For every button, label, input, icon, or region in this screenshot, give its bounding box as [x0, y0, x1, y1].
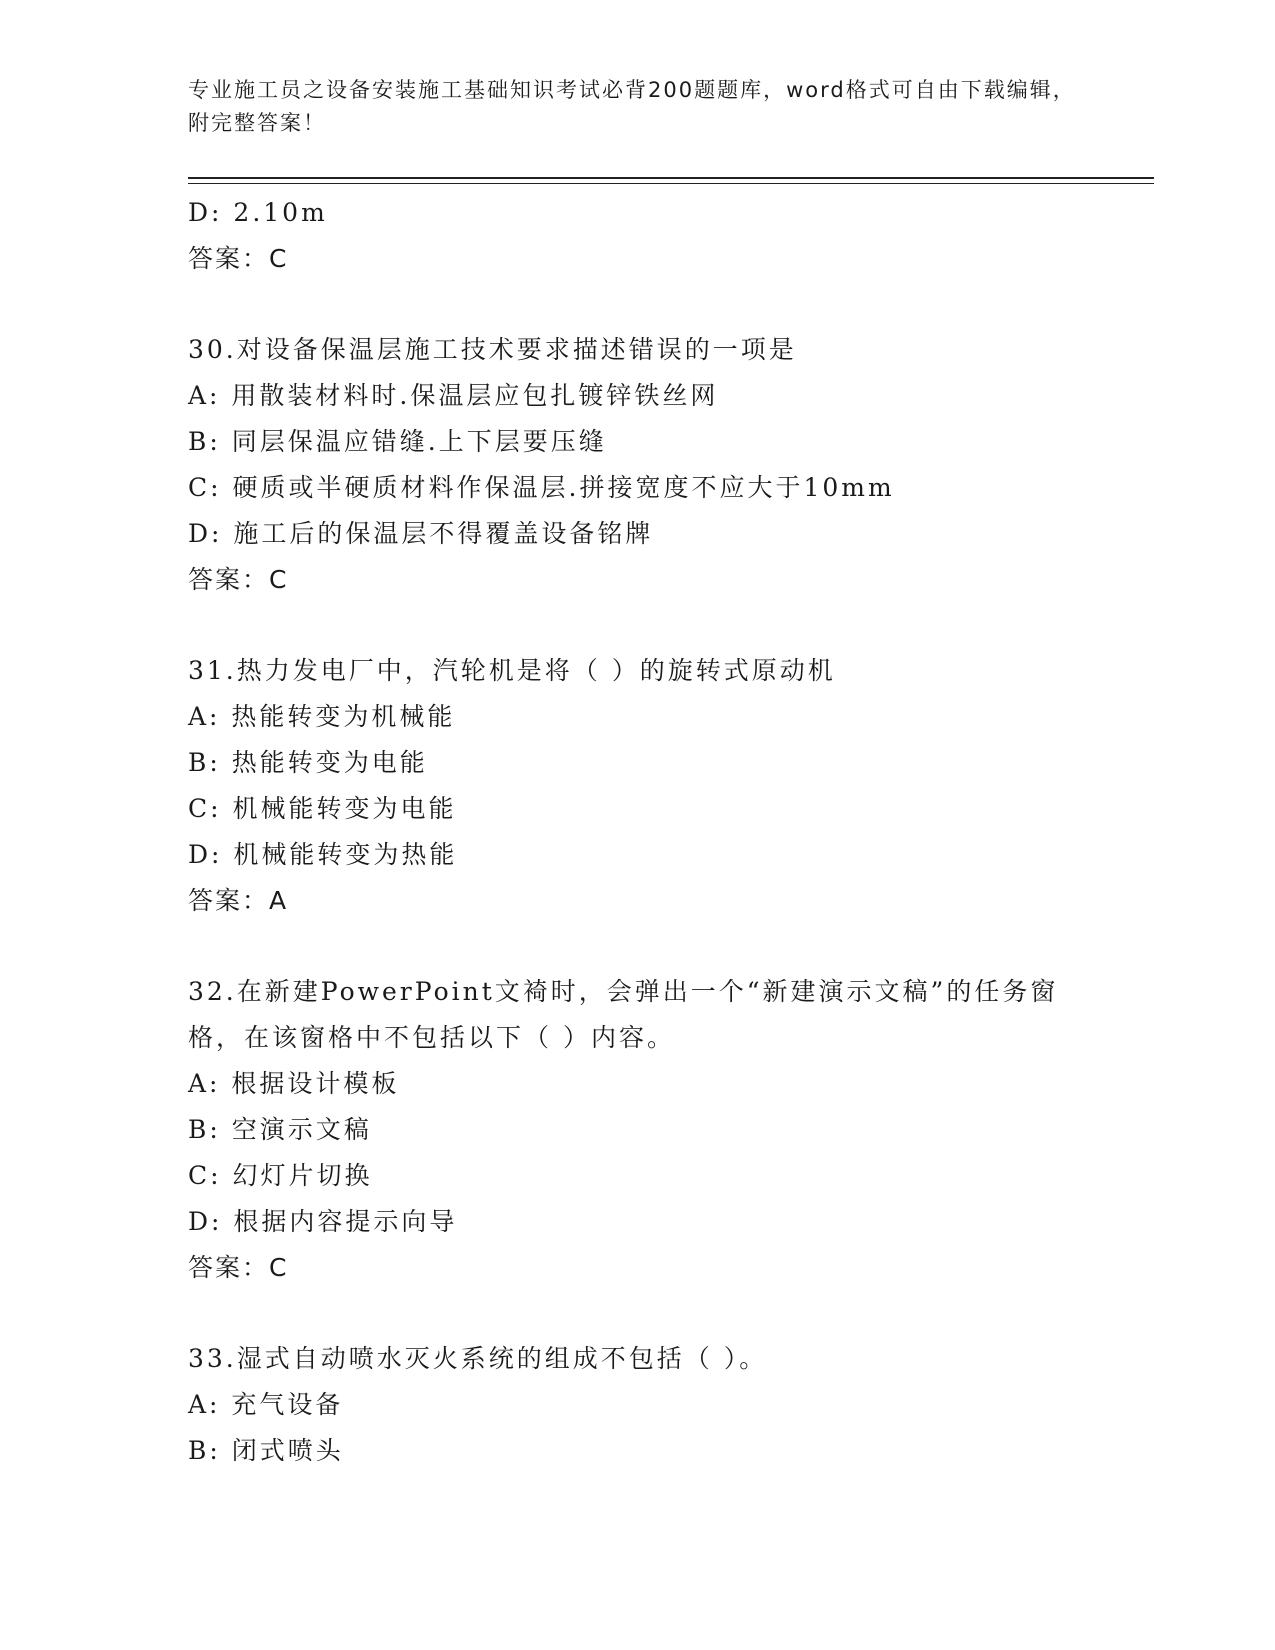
- spacer: [188, 1291, 1088, 1336]
- question-33: [188, 1336, 1088, 1474]
- document-header: 专业施工员之设备安装施工基础知识考试必背200题题库，word格式可自由下载编辑，附完整答案！: [188, 78, 1076, 135]
- answer: 答案：C: [188, 1253, 289, 1282]
- question-text: 33.湿式自动喷水灭火系统的组成不包括（ ）。: [188, 1344, 768, 1373]
- prev-answer: 答案：C: [188, 244, 289, 273]
- question-30: [188, 327, 1088, 603]
- option-d: D: 机械能转变为热能: [188, 840, 458, 869]
- option-a: A: 用散装材料时.保温层应包扎镀锌铁丝网: [188, 381, 719, 410]
- question-text: 31.热力发电厂中，汽轮机是将（ ）的旋转式原动机: [188, 656, 836, 685]
- question-32: [188, 969, 1088, 1291]
- spacer: [188, 282, 1088, 327]
- header-divider-thin: [188, 183, 1154, 184]
- option-c: C: 机械能转变为电能: [188, 794, 457, 823]
- option-c: C: 幻灯片切换: [188, 1161, 373, 1190]
- spacer: [188, 603, 1088, 648]
- option-a: A: 根据设计模板: [188, 1069, 400, 1098]
- question-text: 30.对设备保温层施工技术要求描述错误的一项是: [188, 335, 797, 364]
- option-b: B: 同层保温应错缝.上下层要压缝: [188, 427, 607, 456]
- option-d: D: 根据内容提示向导: [188, 1207, 458, 1236]
- option-b: B: 闭式喷头: [188, 1436, 344, 1465]
- option-b: B: 空演示文稿: [188, 1115, 372, 1144]
- option-d: D: 施工后的保温层不得覆盖设备铭牌: [188, 519, 654, 548]
- answer: 答案：C: [188, 565, 289, 594]
- spacer: [188, 924, 1088, 969]
- question-text: 32.在新建PowerPoint文裿时，会弹出一个“新建演示文稿”的任务窗格，在该窗格中不包括以下（ ）内容。: [188, 977, 1059, 1052]
- option-a: A: 充气设备: [188, 1390, 344, 1419]
- question-content: [188, 190, 1088, 1474]
- prev-option-d: D: 2.10m: [188, 198, 328, 227]
- header-divider-thick: [188, 177, 1154, 179]
- option-c: C: 硬质或半硬质材料作保温层.拼接宽度不应大于10mm: [188, 473, 895, 502]
- option-b: B: 热能转变为电能: [188, 748, 428, 777]
- option-a: A: 热能转变为机械能: [188, 702, 456, 731]
- question-31: [188, 648, 1088, 924]
- answer: 答案：A: [188, 886, 289, 915]
